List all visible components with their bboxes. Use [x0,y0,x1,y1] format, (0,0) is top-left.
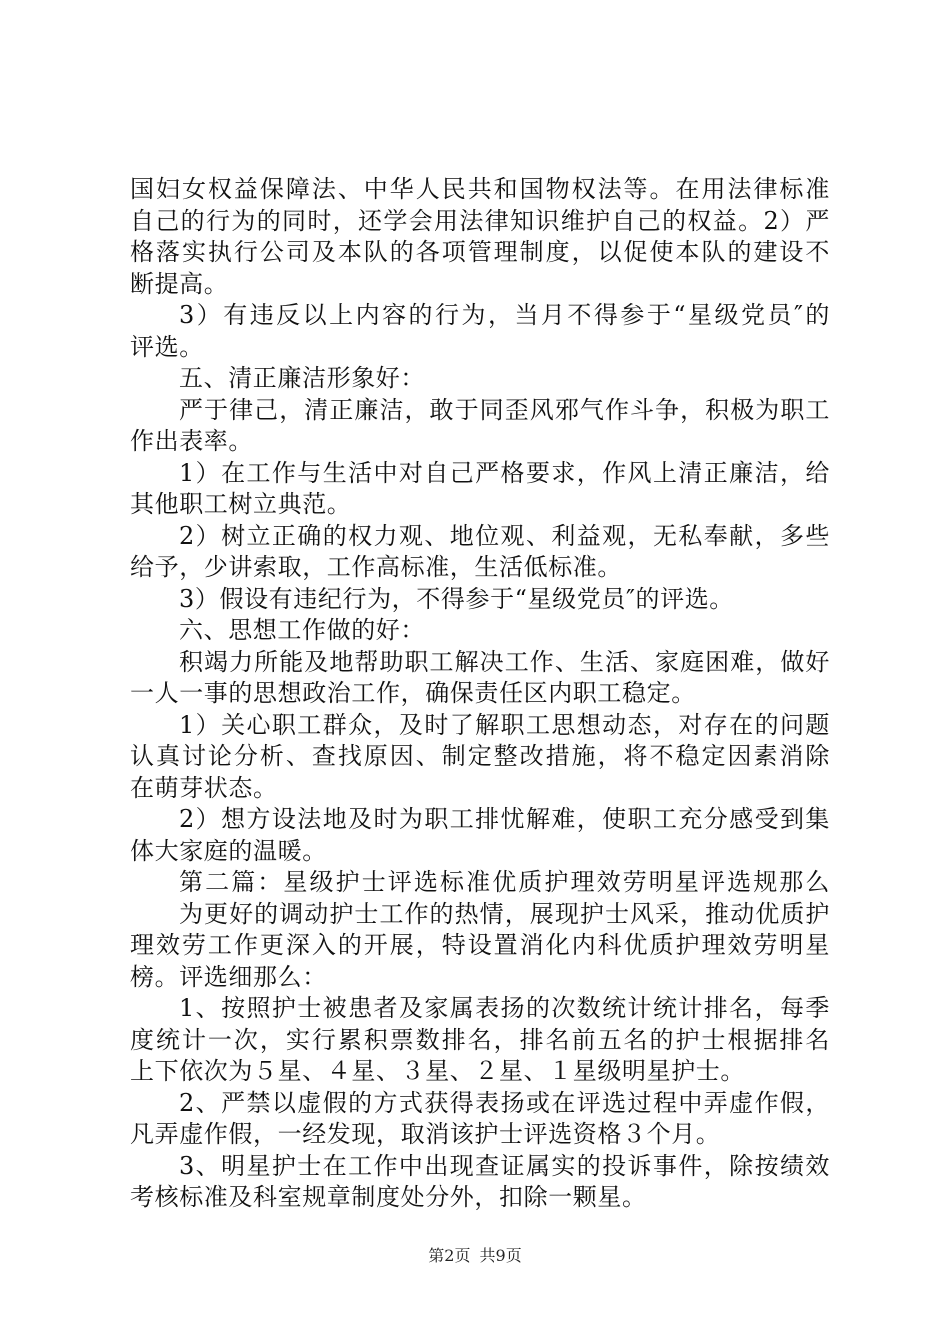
text-line: 2、严禁以虚假的方式获得表扬或在评选过程中弄虚作假， [179,1088,830,1117]
page-total: 共9页 [479,1246,522,1265]
text-line: 1）在工作与生活中对自己严格要求，作风上清正廉洁，给 [179,458,830,487]
text-line: 考核标准及科室规章制度处分外，扣除一颗星。 [130,1183,647,1211]
page-number: 第2页 [428,1246,471,1265]
text-line: 一人一事的思想政治工作，确保责任区内职工稳定。 [130,679,696,707]
text-line: 3）有违反以上内容的行为，当月不得参于“星级党员″的 [179,301,830,329]
text-line: 格落实执行公司及本队的各项管理制度，以促使本队的建设不 [130,238,830,266]
text-line: 3、明星护士在工作中出现查证属实的投诉事件，除按绩效 [179,1151,830,1180]
text-line: 认真讨论分析、查找原因、制定整改措施，将不稳定因素消除 [130,742,830,770]
text-line: 上下依次为５星、４星、３星、２星、１星级明星护士。 [130,1057,745,1085]
text-line: 其他职工树立典范。 [130,490,352,518]
text-line: 国妇女权益保障法、中华人民共和国物权法等。在用法律标准 [130,175,830,203]
section-heading: 五、清正廉洁形象好： [179,364,425,392]
text-line: 2）想方设法地及时为职工排忧解难，使职工充分感受到集 [179,805,830,833]
text-line: 在萌芽状态。 [130,773,278,802]
text-line: 体大家庭的温暖。 [130,836,327,865]
text-line: 3）假设有违纪行为，不得参于“星级党员″的评选。 [179,584,734,613]
document-body [130,174,830,1214]
page-footer [0,1246,950,1266]
text-line: 为更好的调动护士工作的热情，展现护士风采，推动优质护 [179,899,830,928]
text-line: 严于律己，清正廉洁，敢于同歪风邪气作斗争，积极为职工 [179,395,830,424]
text-line: 自己的行为的同时，还学会用法律知识维护自己的权益。2）严 [130,206,830,235]
text-line: 评选。 [130,332,204,361]
section-heading: 六、思想工作做的好： [179,616,425,644]
text-line: 度统计一次，实行累积票数排名，排名前五名的护士根据排名 [130,1025,830,1054]
text-line: 作出表率。 [130,427,253,455]
text-line: 榜。评选细那么： [130,962,327,991]
text-line: 积竭力所能及地帮助职工解决工作、生活、家庭困难，做好 [179,647,830,676]
text-line: 1、按照护士被患者及家属表扬的次数统计统计排名，每季 [179,994,830,1022]
text-line: 断提高。 [130,269,229,298]
section-heading: 第二篇：星级护士评选标准优质护理效劳明星评选规那么 [179,868,830,896]
text-line: 1）关心职工群众，及时了解职工思想动态，对存在的问题 [179,710,830,739]
text-line: 给予，少讲索取，工作高标准，生活低标准。 [130,553,622,581]
text-line: 理效劳工作更深入的开展，特设置消化内科优质护理效劳明星 [130,931,830,959]
text-line: 2）树立正确的权力观、地位观、利益观，无私奉献，多些 [179,521,830,550]
text-line: 凡弄虚作假，一经发现，取消该护士评选资格３个月。 [130,1120,721,1148]
